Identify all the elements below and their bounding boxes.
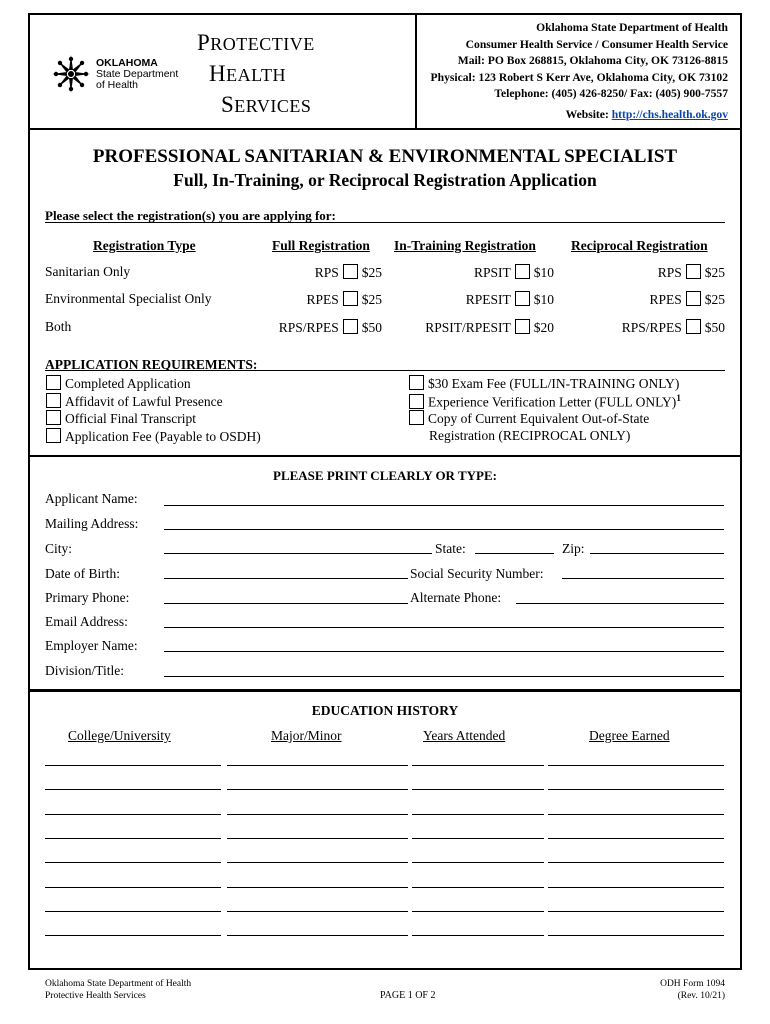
requirement-checkbox[interactable] bbox=[409, 375, 424, 390]
edu-col-degree: Degree Earned bbox=[589, 728, 670, 743]
applicant-name-field[interactable] bbox=[164, 505, 724, 506]
dob-field[interactable] bbox=[164, 578, 408, 579]
education-entry-field[interactable] bbox=[45, 887, 221, 888]
requirement-item bbox=[42, 393, 223, 410]
education-entry-field[interactable] bbox=[45, 862, 221, 863]
reg-train-option bbox=[425, 319, 554, 336]
education-entry-field[interactable] bbox=[548, 814, 724, 815]
education-entry-field[interactable] bbox=[227, 911, 408, 912]
requirements-heading: APPLICATION REQUIREMENTS: bbox=[45, 357, 258, 372]
reg-full-code: RPES bbox=[306, 292, 339, 307]
education-entry-field[interactable] bbox=[227, 814, 408, 815]
logo-line-1: OKLAHOMA bbox=[96, 57, 158, 69]
reg-recip-code: RPES bbox=[649, 292, 682, 307]
reg-full-checkbox[interactable] bbox=[343, 291, 358, 306]
requirement-checkbox[interactable] bbox=[409, 410, 424, 425]
print-clearly-heading: PLEASE PRINT CLEARLY OR TYPE: bbox=[273, 468, 497, 483]
reg-recip-fee: $25 bbox=[704, 292, 725, 307]
reg-recip-checkbox[interactable] bbox=[686, 319, 701, 334]
requirement-item bbox=[405, 375, 679, 392]
reg-row-type: Sanitarian Only bbox=[45, 264, 131, 279]
requirement-label-continued: Registration (RECIPROCAL ONLY) bbox=[429, 428, 631, 443]
requirement-checkbox[interactable] bbox=[46, 393, 61, 408]
reg-full-fee: $25 bbox=[361, 265, 382, 280]
requirement-label: Affidavit of Lawful Presence bbox=[65, 394, 223, 409]
reg-recip-option bbox=[649, 291, 725, 308]
form-revision: (Rev. 10/21) bbox=[677, 991, 725, 1001]
form-title-2: Full, In-Training, or Reciprocal Registration Application bbox=[173, 170, 597, 190]
reg-full-option bbox=[306, 291, 382, 308]
education-entry-field[interactable] bbox=[45, 838, 221, 839]
requirement-item bbox=[42, 428, 261, 445]
dob-label: Date of Birth: bbox=[45, 566, 120, 581]
website-link[interactable]: http://chs.health.ok.gov bbox=[611, 107, 728, 121]
reg-recip-fee: $50 bbox=[704, 320, 725, 335]
form-number: ODH Form 1094 bbox=[660, 979, 725, 989]
footer-left bbox=[45, 978, 191, 1002]
phs-rest-1: ROTECTIVE bbox=[210, 34, 315, 54]
ssn-label: Social Security Number: bbox=[410, 566, 544, 581]
header-divider bbox=[415, 15, 417, 129]
primary-phone-field[interactable] bbox=[164, 603, 408, 604]
education-entry-field[interactable] bbox=[45, 911, 221, 912]
ssn-field[interactable] bbox=[562, 578, 724, 579]
education-entry-field[interactable] bbox=[227, 935, 408, 936]
requirement-label: Experience Verification Letter (FULL ONLY) bbox=[428, 394, 677, 410]
reg-recip-code: RPS bbox=[657, 265, 682, 280]
email-field[interactable] bbox=[164, 627, 724, 628]
education-entry-field[interactable] bbox=[412, 887, 544, 888]
phs-rest-2: EALTH bbox=[226, 65, 286, 85]
header-in-training-registration: In-Training Registration bbox=[394, 238, 536, 253]
logo-line-2: State Department bbox=[96, 68, 179, 80]
reg-recip-checkbox[interactable] bbox=[686, 291, 701, 306]
education-entry-field[interactable] bbox=[45, 814, 221, 815]
reg-full-fee: $25 bbox=[361, 292, 382, 307]
reg-recip-option bbox=[622, 319, 725, 336]
header-full-registration: Full Registration bbox=[272, 238, 370, 253]
applicant-name-label: Applicant Name: bbox=[45, 491, 138, 506]
footer-dept: Protective Health Services bbox=[45, 991, 146, 1001]
website-label: Website: bbox=[565, 107, 609, 121]
division-label: Division/Title: bbox=[45, 663, 125, 678]
reg-full-code: RPS/RPES bbox=[278, 320, 339, 335]
mailing-address-field[interactable] bbox=[164, 529, 724, 530]
requirement-checkbox[interactable] bbox=[409, 394, 424, 409]
protective-health-services-title bbox=[197, 28, 315, 121]
employer-field[interactable] bbox=[164, 651, 724, 652]
form-title-1: PROFESSIONAL SANITARIAN & ENVIRONMENTAL SPECIALIST bbox=[92, 146, 678, 167]
contact-org: Oklahoma State Department of Health bbox=[536, 21, 728, 34]
email-label: Email Address: bbox=[45, 614, 128, 629]
education-entry-field[interactable] bbox=[45, 935, 221, 936]
reg-train-code: RPSIT bbox=[473, 265, 511, 280]
requirement-label: Official Final Transcript bbox=[65, 411, 196, 426]
header-reciprocal-registration: Reciprocal Registration bbox=[571, 238, 708, 253]
edu-col-college: College/University bbox=[68, 728, 171, 743]
reg-recip-code: RPS/RPES bbox=[621, 320, 682, 335]
requirement-checkbox[interactable] bbox=[46, 375, 61, 390]
reg-full-checkbox[interactable] bbox=[343, 264, 358, 279]
reg-train-fee: $20 bbox=[533, 320, 554, 335]
education-entry-field[interactable] bbox=[548, 887, 724, 888]
education-entry-field[interactable] bbox=[45, 789, 221, 790]
footer-right bbox=[660, 978, 725, 1002]
education-entry-field[interactable] bbox=[548, 838, 724, 839]
reg-train-checkbox[interactable] bbox=[515, 319, 530, 334]
education-entry-field[interactable] bbox=[412, 789, 544, 790]
education-entry-field[interactable] bbox=[548, 935, 724, 936]
contact-phone: Telephone: (405) 426-8250/ Fax: (405) 900-7557 bbox=[494, 87, 728, 100]
phs-cap-p: P bbox=[197, 30, 211, 55]
zip-field[interactable] bbox=[590, 553, 724, 554]
education-entry-field[interactable] bbox=[548, 765, 724, 766]
requirements-underline bbox=[45, 370, 725, 371]
edu-col-major: Major/Minor bbox=[271, 728, 342, 743]
contact-info bbox=[431, 20, 728, 123]
reg-full-fee: $50 bbox=[361, 320, 382, 335]
page-number: PAGE 1 OF 2 bbox=[380, 990, 436, 1001]
reg-train-option bbox=[466, 291, 554, 308]
alternate-phone-field[interactable] bbox=[516, 603, 724, 604]
footnote-mark: 1 bbox=[676, 393, 681, 403]
requirement-label: Copy of Current Equivalent Out-of-State bbox=[428, 411, 650, 426]
education-entry-field[interactable] bbox=[227, 765, 408, 766]
education-entry-field[interactable] bbox=[412, 838, 544, 839]
contact-physical: Physical: 123 Robert S Kerr Ave, Oklahoma City, OK 73102 bbox=[430, 70, 728, 84]
education-entry-field[interactable] bbox=[227, 838, 408, 839]
reg-recip-checkbox[interactable] bbox=[686, 264, 701, 279]
reg-row-type: Both bbox=[45, 319, 72, 334]
requirement-label: $30 Exam Fee (FULL/IN-TRAINING ONLY) bbox=[428, 376, 680, 391]
alternate-phone-label: Alternate Phone: bbox=[410, 590, 502, 605]
city-label: City: bbox=[45, 541, 73, 556]
reg-full-code: RPS bbox=[314, 265, 339, 280]
contact-mail: Mail: PO Box 268815, Oklahoma City, OK 73126-8815 bbox=[457, 54, 728, 67]
education-entry-field[interactable] bbox=[548, 911, 724, 912]
education-entry-field[interactable] bbox=[412, 911, 544, 912]
zip-label: Zip: bbox=[562, 541, 585, 556]
education-entry-field[interactable] bbox=[227, 887, 408, 888]
requirement-label: Application Fee (Payable to OSDH) bbox=[65, 429, 261, 444]
logo-text bbox=[96, 58, 178, 91]
requirement-item bbox=[405, 410, 649, 427]
reg-full-option bbox=[315, 264, 382, 281]
edu-col-years: Years Attended bbox=[423, 728, 506, 743]
contact-service: Consumer Health Service / Consumer Health Service bbox=[465, 37, 728, 51]
phs-rest-3: ERVICES bbox=[234, 96, 312, 116]
employer-label: Employer Name: bbox=[45, 638, 138, 653]
education-entry-field[interactable] bbox=[412, 814, 544, 815]
registration-prompt: Please select the registration(s) you are applying for: bbox=[45, 208, 336, 223]
education-entry-field[interactable] bbox=[548, 862, 724, 863]
education-entry-field[interactable] bbox=[45, 765, 221, 766]
reg-full-checkbox[interactable] bbox=[343, 319, 358, 334]
prompt-underline bbox=[45, 222, 725, 223]
reg-row-type: Environmental Specialist Only bbox=[45, 291, 212, 306]
requirement-item bbox=[42, 410, 196, 427]
phs-cap-s: S bbox=[221, 92, 235, 117]
reg-train-checkbox[interactable] bbox=[515, 291, 530, 306]
reg-train-fee: $10 bbox=[533, 265, 554, 280]
reg-recip-option bbox=[658, 264, 725, 281]
education-entry-field[interactable] bbox=[412, 765, 544, 766]
reg-train-code: RPSIT/RPESIT bbox=[425, 320, 511, 335]
reg-full-option bbox=[279, 319, 382, 336]
logo-line-3: of Health bbox=[96, 79, 139, 91]
state-field[interactable] bbox=[475, 553, 554, 554]
education-entry-field[interactable] bbox=[548, 789, 724, 790]
requirement-checkbox[interactable] bbox=[46, 410, 61, 425]
city-field[interactable] bbox=[164, 553, 432, 554]
reg-train-checkbox[interactable] bbox=[515, 264, 530, 279]
state-label: State: bbox=[435, 541, 466, 556]
header-registration-type: Registration Type bbox=[93, 238, 196, 253]
education-heading: EDUCATION HISTORY bbox=[311, 703, 459, 718]
mailing-address-label: Mailing Address: bbox=[45, 516, 139, 531]
education-entry-field[interactable] bbox=[412, 862, 544, 863]
primary-phone-label: Primary Phone: bbox=[45, 590, 130, 605]
requirement-checkbox[interactable] bbox=[46, 428, 61, 443]
requirement-item bbox=[405, 393, 681, 411]
reg-recip-fee: $25 bbox=[704, 265, 725, 280]
reg-train-fee: $10 bbox=[533, 292, 554, 307]
footer-org: Oklahoma State Department of Health bbox=[45, 979, 192, 989]
division-field[interactable] bbox=[164, 676, 724, 677]
reg-train-code: RPESIT bbox=[465, 292, 511, 307]
education-entry-field[interactable] bbox=[412, 935, 544, 936]
phs-cap-h: H bbox=[209, 61, 227, 86]
reg-train-option bbox=[474, 264, 554, 281]
education-entry-field[interactable] bbox=[227, 862, 408, 863]
requirement-item bbox=[42, 375, 191, 392]
requirement-label: Completed Application bbox=[65, 376, 191, 391]
education-entry-field[interactable] bbox=[227, 789, 408, 790]
